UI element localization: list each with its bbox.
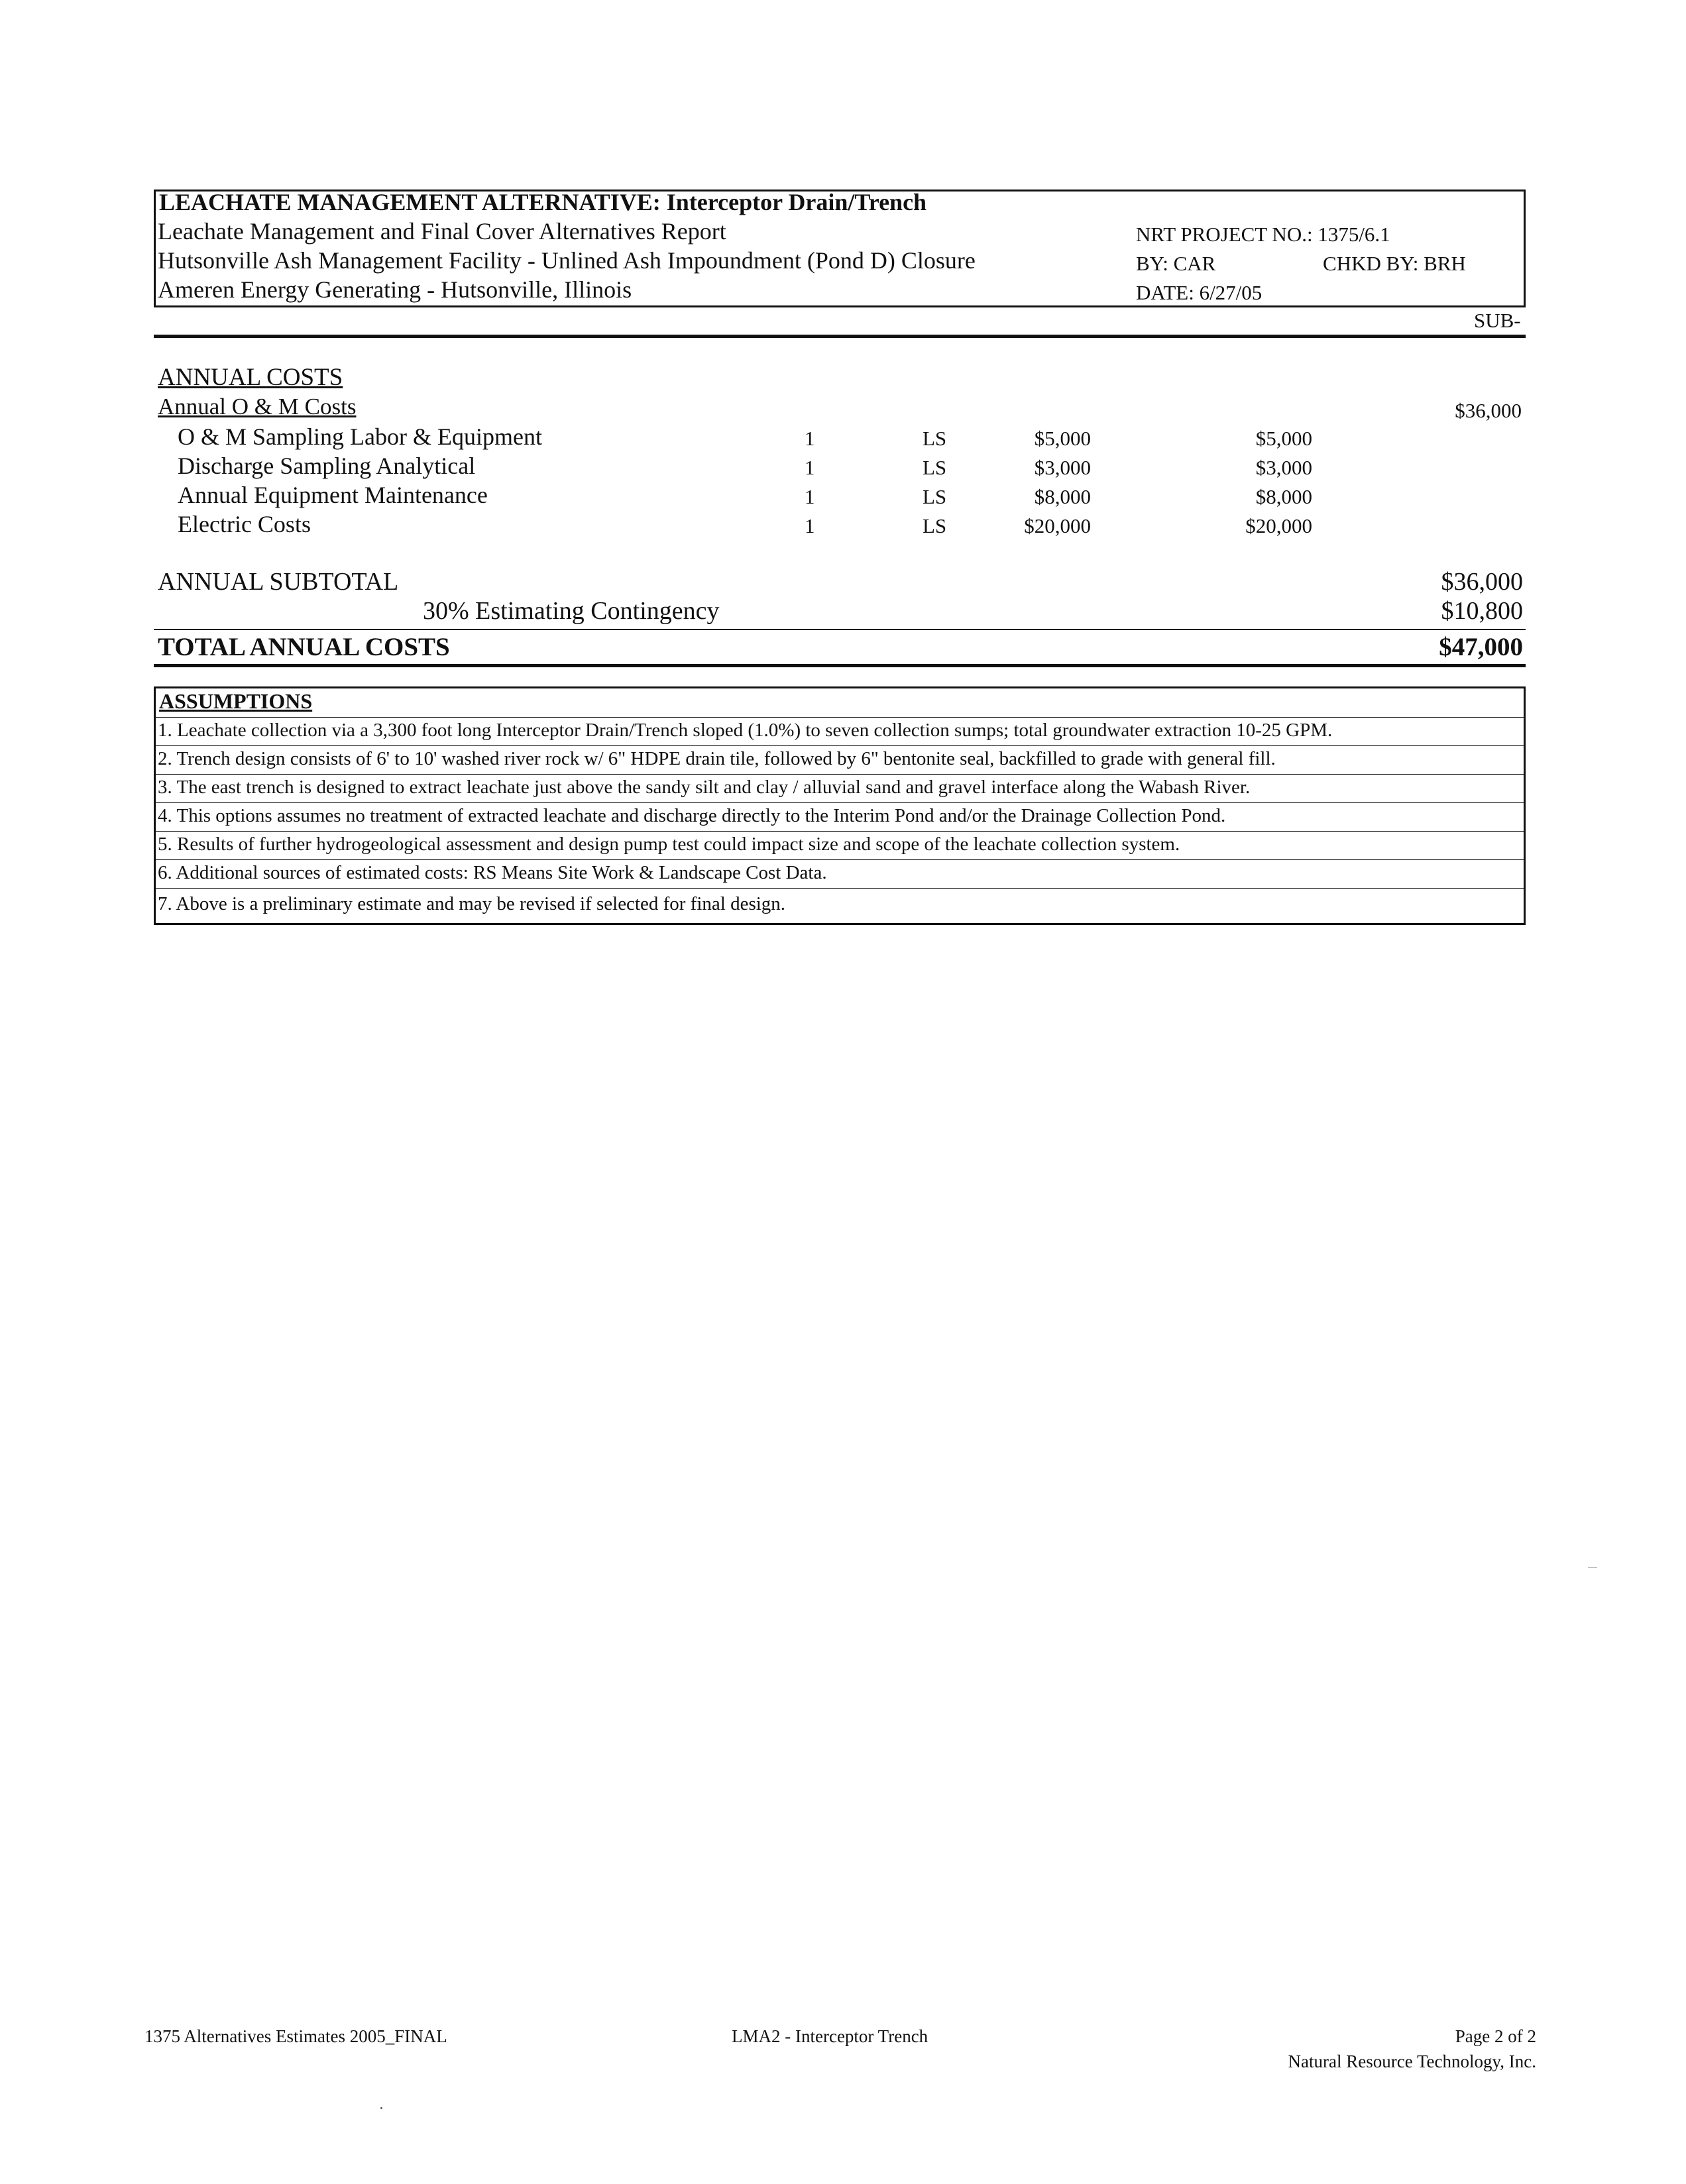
line-item-description: Electric Costs — [178, 511, 311, 537]
om-subtotal: $36,000 — [1455, 399, 1522, 422]
total-rule-top — [154, 629, 1526, 630]
project-number: NRT PROJECT NO.: 1375/6.1 — [1136, 223, 1390, 246]
row-divider — [156, 774, 1524, 775]
row-divider — [156, 717, 1524, 718]
row-divider — [156, 802, 1524, 803]
line-item-unit: LS — [923, 514, 947, 537]
sub-column-label: SUB- — [1474, 309, 1521, 332]
line-item-total: $3,000 — [1255, 456, 1312, 479]
footer-page-number: Page 2 of 2 — [1455, 2026, 1536, 2046]
line-item-unit-cost: $20,000 — [1024, 514, 1091, 537]
header-rule — [154, 335, 1526, 338]
line-item-quantity: 1 — [805, 456, 815, 479]
document-title: LEACHATE MANAGEMENT ALTERNATIVE: Interceptor Drain/Trench — [159, 189, 927, 215]
line-item-total: $8,000 — [1255, 485, 1312, 508]
line-item-unit-cost: $3,000 — [1034, 456, 1091, 479]
footer-company: Natural Resource Technology, Inc. — [1288, 2051, 1536, 2071]
assumption-item: 6. Additional sources of estimated costs: RS Means Site Work & Landscape Cost Data. — [158, 862, 827, 883]
footer-sheet-name: LMA2 - Interceptor Trench — [732, 2026, 928, 2046]
footer-file-name: 1375 Alternatives Estimates 2005_FINAL — [144, 2026, 447, 2046]
line-item-description: Annual Equipment Maintenance — [178, 482, 488, 508]
contingency-label: 30% Estimating Contingency — [423, 597, 720, 625]
contingency-value: $10,800 — [1441, 597, 1523, 625]
line-item-quantity: 1 — [805, 485, 815, 508]
assumption-item: 2. Trench design consists of 6' to 10' washed river rock w/ 6" HDPE drain tile, followed by 6" bentonite seal, backfilled to grade with general fill. — [158, 748, 1276, 769]
line-item-total: $20,000 — [1245, 514, 1312, 537]
annual-costs-heading: ANNUAL COSTS — [158, 364, 343, 391]
assumption-item: 3. The east trench is designed to extract leachate just above the sandy silt and clay / alluvial sand and gravel interface along the Wabash River. — [158, 777, 1251, 798]
line-item-quantity: 1 — [805, 514, 815, 537]
line-item-total: $5,000 — [1255, 427, 1312, 450]
row-divider — [156, 888, 1524, 889]
line-item-description: Discharge Sampling Analytical — [178, 453, 476, 479]
line-item-unit: LS — [923, 427, 947, 450]
checked-by: CHKD BY: BRH — [1323, 252, 1466, 275]
row-divider — [156, 745, 1524, 746]
line-item-unit: LS — [923, 456, 947, 479]
assumptions-heading: ASSUMPTIONS — [159, 689, 313, 713]
line-item-unit-cost: $5,000 — [1034, 427, 1091, 450]
date: DATE: 6/27/05 — [1136, 281, 1263, 304]
assumption-item: 7. Above is a preliminary estimate and may be revised if selected for final design. — [158, 893, 786, 914]
client-name: Ameren Energy Generating - Hutsonville, Illinois — [158, 276, 632, 303]
line-item-unit: LS — [923, 485, 947, 508]
report-name: Leachate Management and Final Cover Alternatives Report — [158, 218, 726, 245]
total-rule-bottom — [154, 664, 1526, 667]
row-divider — [156, 859, 1524, 860]
total-annual-costs-label: TOTAL ANNUAL COSTS — [158, 633, 450, 661]
row-divider — [156, 831, 1524, 832]
prepared-by: BY: CAR — [1136, 252, 1216, 275]
assumption-item: 4. This options assumes no treatment of extracted leachate and discharge directly to the Interim Pond and/or the Drainage Collection Pond. — [158, 805, 1226, 826]
total-annual-costs-value: $47,000 — [1439, 633, 1523, 661]
line-item-description: O & M Sampling Labor & Equipment — [178, 423, 542, 450]
assumption-item: 1. Leachate collection via a 3,300 foot long Interceptor Drain/Trench sloped (1.0%) to seven collection sumps; total groundwater extraction 10-25 GPM. — [158, 720, 1333, 741]
line-item-quantity: 1 — [805, 427, 815, 450]
annual-subtotal-value: $36,000 — [1441, 568, 1523, 596]
line-item-unit-cost: $8,000 — [1034, 485, 1091, 508]
facility-name: Hutsonville Ash Management Facility - Unlined Ash Impoundment (Pond D) Closure — [158, 247, 976, 274]
scan-speck — [380, 2107, 382, 2109]
scan-edge-mark — [1588, 1567, 1597, 1568]
annual-subtotal-label: ANNUAL SUBTOTAL — [158, 568, 399, 596]
om-costs-heading: Annual O & M Costs — [158, 394, 357, 419]
assumption-item: 5. Results of further hydrogeological assessment and design pump test could impact size and scope of the leachate collection system. — [158, 834, 1180, 855]
